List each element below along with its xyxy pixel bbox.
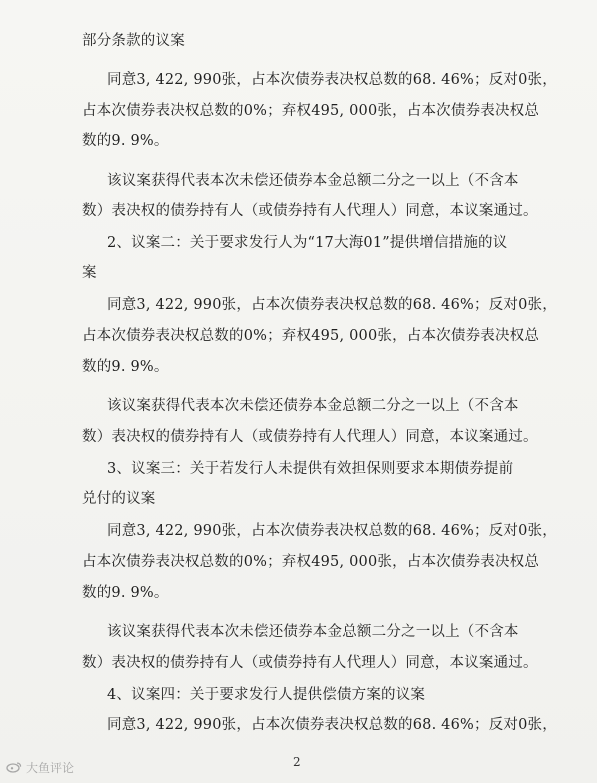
text-line: 该议案获得代表本次未偿还债券本金总额二分之一以上（不含本 xyxy=(107,624,519,640)
text-line: 占本次债券表决权总数的0%；弃权495, 000张，占本次债券表决权总 xyxy=(82,554,540,570)
watermark xyxy=(6,756,106,778)
text-line: 数）表决权的债券持有人（或债券持有人代理人）同意，本议案通过。 xyxy=(82,655,538,671)
text-line: 数）表决权的债券持有人（或债券持有人代理人）同意，本议案通过。 xyxy=(82,203,538,219)
text-line: 兑付的议案 xyxy=(82,491,156,507)
text-line: 该议案获得代表本次未偿还债券本金总额二分之一以上（不含本 xyxy=(107,173,519,189)
text-line: 同意3, 422, 990张，占本次债券表决权总数的68. 46%；反对0张， xyxy=(107,297,557,313)
text-line: 部分条款的议案 xyxy=(82,33,185,49)
text-line: 数）表决权的债券持有人（或债券持有人代理人）同意，本议案通过。 xyxy=(82,429,538,445)
watermark-text: 大鱼评论 xyxy=(26,760,75,775)
text-line: 占本次债券表决权总数的0%；弃权495, 000张，占本次债券表决权总 xyxy=(82,103,540,119)
weibo-logo-icon xyxy=(6,761,22,773)
text-line: 案 xyxy=(82,265,97,281)
text-line: 该议案获得代表本次未偿还债券本金总额二分之一以上（不含本 xyxy=(107,398,519,414)
page-number: 2 xyxy=(293,755,301,769)
text-line: 同意3, 422, 990张，占本次债券表决权总数的68. 46%；反对0张， xyxy=(107,72,557,88)
text-line: 3、议案三：关于若发行人未提供有效担保则要求本期债券提前 xyxy=(107,461,514,477)
text-line: 数的9. 9%。 xyxy=(82,133,169,149)
text-line: 占本次债券表决权总数的0%；弃权495, 000张，占本次债券表决权总 xyxy=(82,328,540,344)
text-line: 4、议案四：关于要求发行人提供偿债方案的议案 xyxy=(107,687,426,703)
text-line: 2、议案二：关于要求发行人为“17大海01”提供增信措施的议 xyxy=(107,235,508,251)
text-line: 数的9. 9%。 xyxy=(82,359,169,375)
text-line: 同意3, 422, 990张，占本次债券表决权总数的68. 46%；反对0张， xyxy=(107,717,557,733)
text-line: 数的9. 9%。 xyxy=(82,585,169,601)
text-line: 同意3, 422, 990张，占本次债券表决权总数的68. 46%；反对0张， xyxy=(107,523,557,539)
